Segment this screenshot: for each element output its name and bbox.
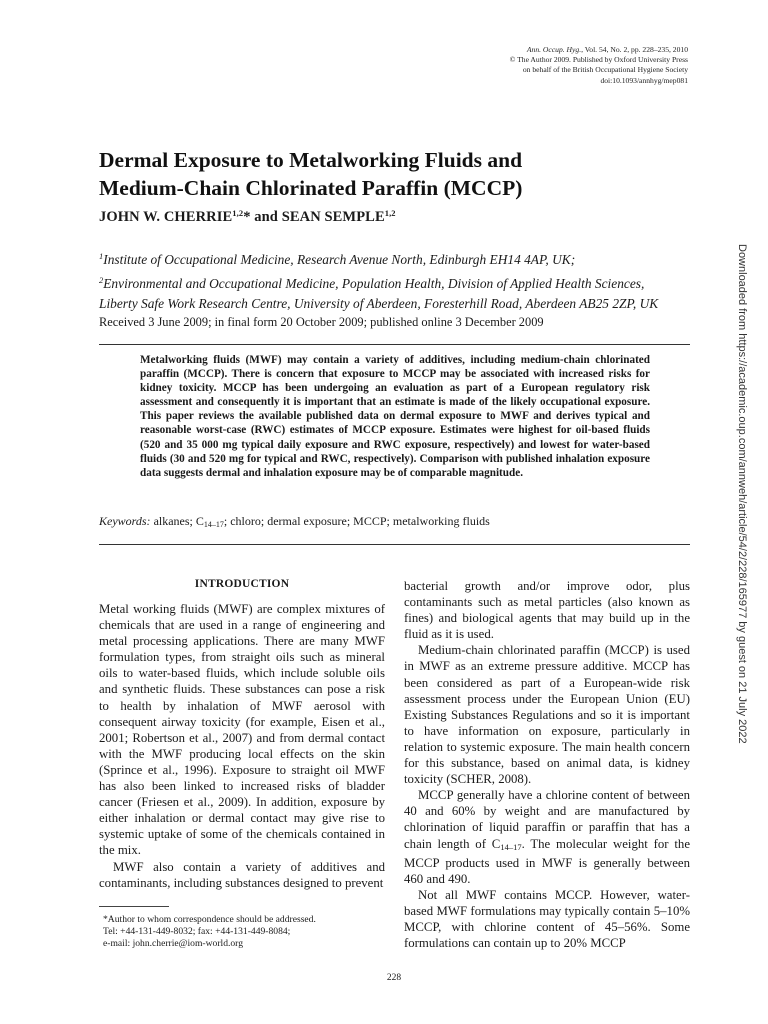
paper-title-line1: Dermal Exposure to Metalworking Fluids and [99, 148, 523, 172]
column-left [99, 601, 385, 891]
society-line: on behalf of the British Occupational Hygiene Society [522, 65, 688, 75]
paper-title-line2: Medium-Chain Chlorinated Paraffin (MCCP) [99, 176, 523, 200]
download-watermark: Downloaded from https://academic.oup.com/annweh/article/54/2/228/165977 by guest on 21 July 2022 [736, 244, 748, 744]
correspondence-footnote [103, 914, 393, 950]
journal-name: Ann. Occup. Hyg. [526, 45, 582, 54]
footnote-rule [99, 906, 169, 907]
keywords [99, 514, 689, 529]
affiliations [99, 246, 699, 314]
paragraph: bacterial growth and/or improve odor, plus contaminants such as metal particles (also known as fines) and biological agents that may build up in the fluid as it is used. [404, 579, 690, 642]
keywords-label: Keywords: [99, 514, 151, 528]
paragraph [404, 787, 690, 887]
paper-title [99, 146, 679, 202]
page-number: 228 [386, 973, 402, 983]
doi: doi:10.1093/annhyg/mep081 [600, 75, 688, 85]
paragraph: MWF also contain a variety of additives and contaminants, including substances designed to prevent [99, 859, 385, 890]
author-name: JOHN W. CHERRIE [99, 209, 233, 225]
affiliation-2-continued: Liberty Safe Work Research Centre, University of Aberdeen, Foresterhill Road, Aberdeen AB25 2ZP, UK [99, 296, 659, 311]
section-heading-introduction: INTRODUCTION [194, 578, 290, 590]
affiliation-2: Environmental and Occupational Medicine, Population Health, Division of Applied Health Sciences, [103, 276, 645, 291]
paragraph-text: MCCP generally have a chlorine content of between 40 and 60% by weight and are manufactured by chlorination of liquid paraffin or paraffin that has a chain length of C [404, 788, 690, 851]
affiliation-number: 1 [99, 251, 104, 261]
keywords-subscript: 14–17 [203, 520, 224, 529]
abstract: Metalworking fluids (MWF) may contain a variety of additives, including medium-chain chlorinated paraffin (MCCP). There is concern that exposure to MCCP may be associated with increased risks for kidney toxicity. MCCP has been undergoing an evaluation as part of a European regulatory risk assessment and consequently it is important that an estimate is made of the likely occupational exposure. This paper reviews the available published data on dermal exposure to MWF and derives typical and reasonable worst-case (RWC) estimates of MCCP exposure. Estimates were highest for oil-based fluids (520 and 35 000 mg typical daily exposure and RWC exposure, respectively) and lowest for water-based fluids (30 and 520 mg for typical and RWC, respectively). Comparison with published inhalation exposure data suggests dermal and inhalation exposure may be of comparable magnitude. [140, 354, 650, 479]
copyright-line: © The Author 2009. Published by Oxford University Press [509, 55, 688, 65]
corresponding-mark: * [243, 209, 251, 225]
author-conjunction: and [250, 209, 282, 225]
footnote-email: e-mail: john.cherrie@iom-world.org [103, 938, 243, 949]
received-dates: Received 3 June 2009; in final form 20 October 2009; published online 3 December 2009 [99, 315, 544, 329]
paragraph-text: . The molecular weight for the MCCP products used in MWF is generally between 460 and 490. [404, 836, 690, 886]
journal-volume: , Vol. 54, No. 2, pp. 228–235, 2010 [581, 45, 688, 54]
abstract-bottom-rule [99, 544, 690, 545]
journal-citation [388, 45, 688, 86]
paragraph: Metal working fluids (MWF) are complex mixtures of chemicals that are used in a range of engineering and metal processing applications. There are many MWF formulation types, from straight oils such as mineral oils to water-based fluids, which include soluble oils and synthetic fluids. These substances can pose a risk to health by inhalation of MWF aerosol with consequent airway toxicity (for example, Eisen et al., 2001; Robertson et al., 2007) and from dermal contact with the MWF producing local effects on the skin (Sprince et al., 1996). Exposure to straight oil MWF has also been linked to increased risks of bladder cancer (Friesen et al., 2009). In addition, exposure by either inhalation or dermal contact may give rise to systemic uptake of some of the chemicals contained in the mix. [99, 602, 385, 858]
footnote-line: *Author to whom correspondence should be addressed. [103, 914, 316, 925]
author-affiliation-mark: 1,2 [232, 208, 244, 218]
keywords-text: alkanes; C [150, 514, 204, 528]
column-right [404, 578, 690, 951]
author-affiliation-mark: 1,2 [384, 208, 396, 218]
abstract-top-rule [99, 344, 690, 345]
keywords-text: ; chloro; dermal exposure; MCCP; metalworking fluids [223, 514, 490, 528]
affiliation-number: 2 [99, 275, 104, 285]
paragraph: Not all MWF contains MCCP. However, water-based MWF formulations may typically contain 5–10% MCCP, with chlorine content of 45–56%. Some formulations can contain up to 20% MCCP [404, 887, 690, 951]
affiliation-1: Institute of Occupational Medicine, Research Avenue North, Edinburgh EH14 4AP, UK; [103, 252, 576, 267]
author-name: SEAN SEMPLE [281, 209, 385, 225]
paragraph: Medium-chain chlorinated paraffin (MCCP) is used in MWF as an extreme pressure additive. MCCP has been considered as part of a European-wide risk assessment process under the European Union (EU) Existing Substances Regulations and so it is important to have information on exposure, particularly in relation to systemic exposure. The main health concern for this substance, based on animal data, is kidney toxicity (SCHER, 2008). [404, 643, 690, 787]
footnote-line: Tel: +44-131-449-8032; fax: +44-131-449-8084; [103, 926, 291, 937]
subscript: 14–17 [500, 841, 522, 852]
author-list [99, 208, 659, 226]
